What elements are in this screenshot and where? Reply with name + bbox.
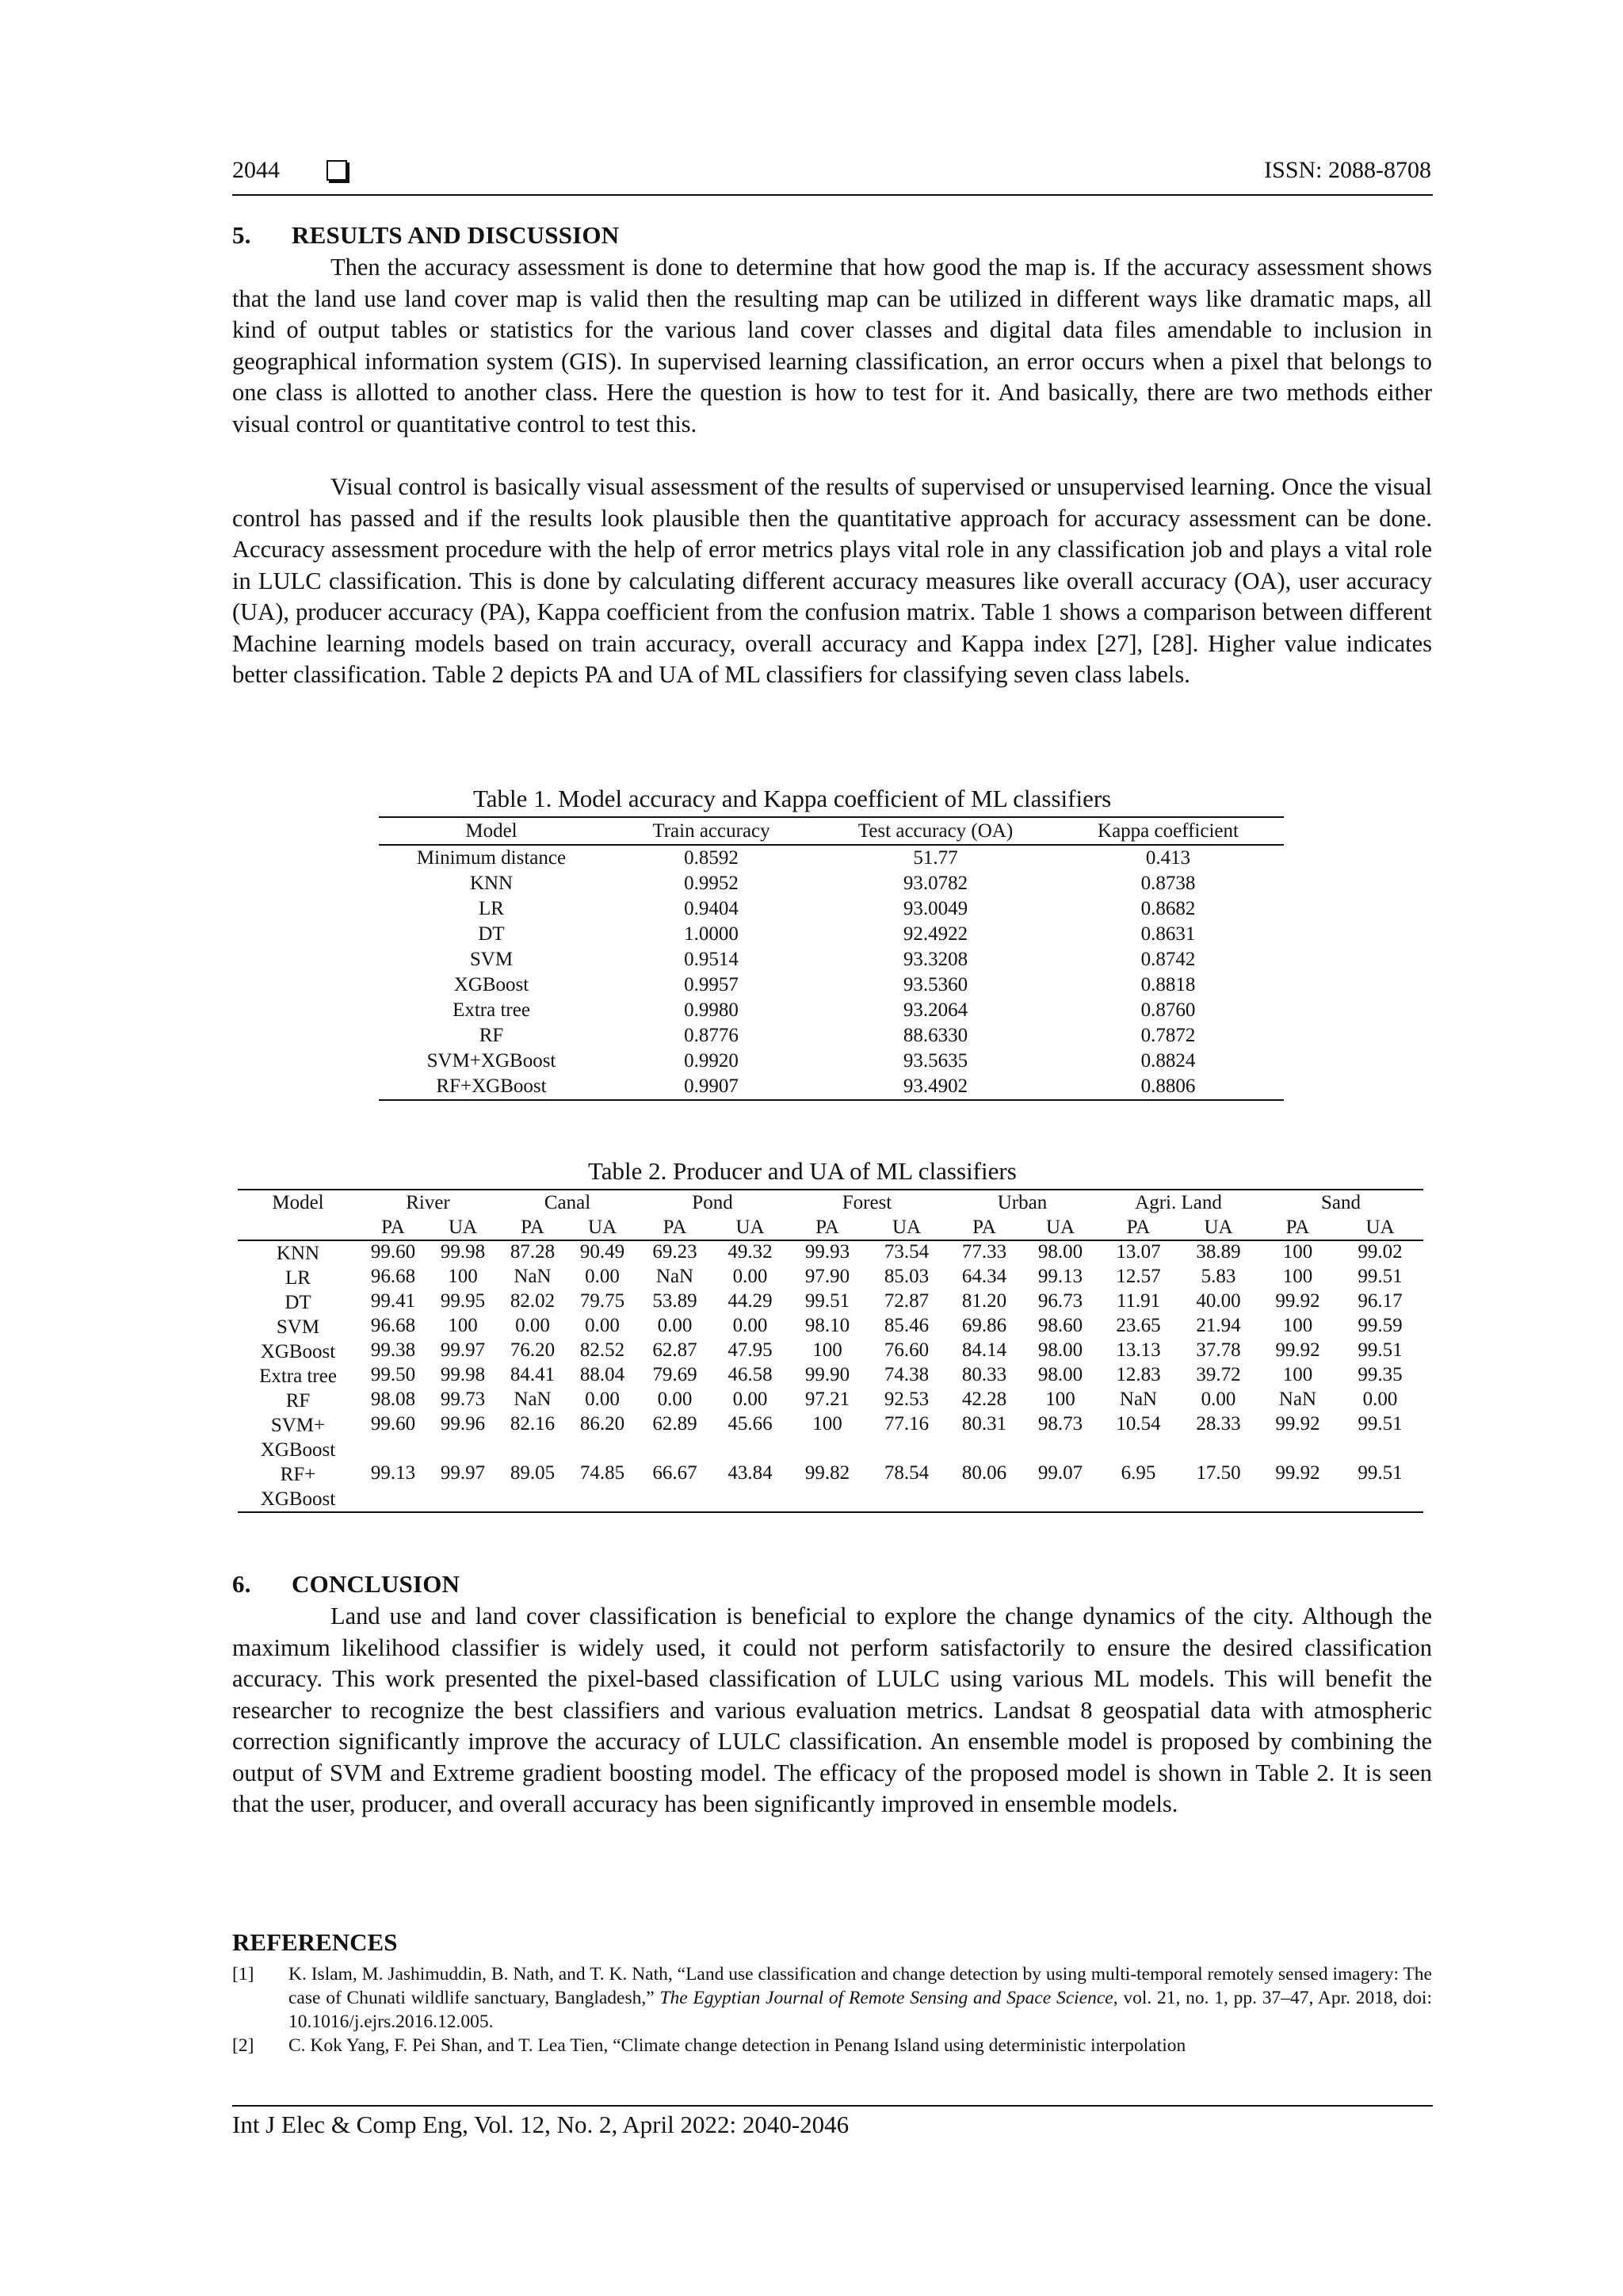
table-row bbox=[238, 1315, 1423, 1339]
table-cell: 87.28 bbox=[510, 1241, 556, 1263]
model-name-line: KNN bbox=[276, 1243, 320, 1264]
table-cell: 21.94 bbox=[1196, 1315, 1241, 1336]
table-row bbox=[238, 1413, 1423, 1462]
table-cell: 82.16 bbox=[510, 1413, 556, 1435]
table-cell: 46.58 bbox=[727, 1364, 773, 1385]
table-cell: 99.90 bbox=[804, 1364, 850, 1385]
table-cell: 0.00 bbox=[585, 1266, 620, 1287]
page-number: 2044 bbox=[232, 157, 280, 183]
table-cell: 80.31 bbox=[961, 1413, 1007, 1435]
model-name-cell bbox=[238, 1339, 358, 1364]
model-name-line: XGBoost bbox=[260, 1439, 336, 1461]
table-cell: 93.5635 bbox=[903, 1050, 968, 1072]
table-cell: 13.13 bbox=[1116, 1339, 1161, 1361]
table-row bbox=[379, 845, 1284, 871]
issn-label: ISSN: 2088-8708 bbox=[1264, 157, 1431, 183]
table-cell: 79.75 bbox=[579, 1290, 625, 1312]
table-cell: 99.93 bbox=[804, 1241, 850, 1263]
table-cell: 100 bbox=[1282, 1241, 1313, 1263]
table-cell: 0.8818 bbox=[1140, 974, 1196, 995]
table-cell: 100 bbox=[448, 1266, 478, 1287]
table-cell: 0.9514 bbox=[684, 949, 739, 970]
table-cell: 100 bbox=[1282, 1266, 1313, 1287]
column-header: Kappa coefficient bbox=[1052, 817, 1284, 845]
table-cell: 0.9980 bbox=[684, 999, 739, 1021]
table-cell: 98.08 bbox=[370, 1389, 416, 1410]
reference-number: [1] bbox=[232, 1964, 254, 1985]
table-cell: 99.13 bbox=[1037, 1266, 1083, 1287]
table-row bbox=[379, 1074, 1284, 1100]
table-cell: 99.02 bbox=[1358, 1241, 1403, 1263]
table-cell: 45.66 bbox=[727, 1413, 773, 1435]
table-cell: 77.33 bbox=[961, 1241, 1007, 1263]
class-header: River bbox=[358, 1190, 498, 1215]
class-header: Agri. Land bbox=[1098, 1190, 1258, 1215]
table-cell: 0.8824 bbox=[1140, 1050, 1196, 1072]
table-cell: 12.83 bbox=[1116, 1364, 1161, 1385]
table-cell: 0.8760 bbox=[1140, 999, 1196, 1021]
table-cell: 76.60 bbox=[884, 1339, 930, 1361]
section-6-heading bbox=[232, 1570, 460, 1599]
ua-header: UA bbox=[1178, 1215, 1258, 1240]
table-1-caption: Table 1. Model accuracy and Kappa coefficient of ML classifiers bbox=[473, 785, 1112, 812]
table-cell: 53.89 bbox=[652, 1290, 697, 1312]
table-cell: 93.0049 bbox=[903, 898, 968, 919]
table-cell: 0.00 bbox=[585, 1315, 620, 1336]
table-cell: 62.89 bbox=[652, 1413, 697, 1435]
table-cell: 80.33 bbox=[961, 1364, 1007, 1385]
table-2 bbox=[238, 1189, 1423, 1513]
table-cell: 10.54 bbox=[1116, 1413, 1161, 1435]
table-cell: 5.83 bbox=[1201, 1266, 1236, 1287]
table-cell: 86.20 bbox=[579, 1413, 625, 1435]
pa-header: PA bbox=[1098, 1215, 1178, 1240]
table-cell: 99.60 bbox=[370, 1413, 416, 1435]
table-cell: NaN bbox=[1119, 1389, 1158, 1410]
table-cell: 98.00 bbox=[1037, 1339, 1083, 1361]
table-cell: 69.86 bbox=[961, 1315, 1007, 1336]
table-row bbox=[379, 922, 1284, 947]
square-bullet-icon bbox=[327, 160, 347, 181]
results-paragraph-2: Visual control is basically visual assessment of the results of supervised or unsupervised learning. Once the visual control has passed and if the results look plausible then the quantitative approach for accuracy assessment can be done. Accuracy assessment procedure with the help of error metrics plays vital role in any classification job and plays a vital role in LULC classification. This is done by calculating different accuracy measures like overall accuracy (OA), user accuracy (UA), producer accuracy (PA), Kappa coefficient from the confusion matrix. Table 1 shows a comparison between different Machine learning models based on train accuracy, overall accuracy and Kappa index [27], [28]. Higher value indicates better classification. Table 2 depicts PA and UA of ML classifiers for classifying seven class labels. bbox=[232, 473, 1432, 688]
pa-header: PA bbox=[637, 1215, 712, 1240]
table-cell: 37.78 bbox=[1196, 1339, 1241, 1361]
table-cell: 93.2064 bbox=[903, 999, 968, 1021]
table-1-header-row bbox=[379, 817, 1284, 845]
table-cell: 0.8592 bbox=[684, 847, 739, 869]
table-cell: 100 bbox=[1282, 1315, 1313, 1336]
table-cell: 100 bbox=[812, 1413, 842, 1435]
table-cell: 90.49 bbox=[579, 1241, 625, 1263]
column-header: Test accuracy (OA) bbox=[819, 817, 1052, 845]
table-cell: 44.29 bbox=[727, 1290, 773, 1312]
table-cell: 0.00 bbox=[657, 1315, 693, 1336]
table-cell: 99.98 bbox=[440, 1241, 486, 1263]
table-2-class-header-row bbox=[238, 1190, 1423, 1215]
table-row bbox=[238, 1364, 1423, 1389]
model-name-cell: SVM bbox=[469, 949, 514, 970]
footer-citation: Int J Elec & Comp Eng, Vol. 12, No. 2, April 2022: 2040-2046 bbox=[232, 2111, 850, 2138]
table-cell: 99.41 bbox=[370, 1290, 416, 1312]
table-cell: 17.50 bbox=[1178, 1462, 1258, 1512]
ua-header: UA bbox=[1337, 1215, 1423, 1240]
table-cell: 99.92 bbox=[1275, 1339, 1320, 1361]
table-cell: 99.92 bbox=[1258, 1462, 1337, 1512]
model-name-cell bbox=[238, 1266, 358, 1290]
column-header: Model bbox=[379, 817, 604, 845]
table-cell: 0.00 bbox=[732, 1389, 768, 1410]
model-name-cell: DT bbox=[478, 923, 505, 945]
table-cell: 85.46 bbox=[884, 1315, 930, 1336]
section-title: RESULTS AND DISCUSSION bbox=[292, 221, 620, 249]
model-name-line: DT bbox=[285, 1292, 311, 1313]
table-cell: NaN bbox=[1278, 1389, 1317, 1410]
table-cell: 99.97 bbox=[428, 1462, 498, 1512]
model-name-cell: RF bbox=[479, 1025, 504, 1046]
table-cell: 1.0000 bbox=[684, 923, 739, 945]
table-cell: 98.00 bbox=[1037, 1241, 1083, 1263]
model-name-cell bbox=[238, 1240, 358, 1266]
table-row bbox=[379, 1023, 1284, 1049]
model-name-line: RF bbox=[285, 1390, 311, 1412]
table-cell: 98.00 bbox=[1037, 1364, 1083, 1385]
table-cell: 99.96 bbox=[440, 1413, 486, 1435]
table-cell: 85.03 bbox=[884, 1266, 930, 1287]
model-name-cell: KNN bbox=[469, 873, 514, 894]
table-cell: 99.95 bbox=[440, 1290, 486, 1312]
table-cell: 0.00 bbox=[1201, 1389, 1236, 1410]
model-name-cell: Extra tree bbox=[453, 999, 530, 1021]
model-name-cell bbox=[238, 1364, 358, 1389]
class-header: Sand bbox=[1258, 1190, 1423, 1215]
section-5-heading bbox=[232, 221, 619, 250]
model-name-cell: RF+XGBoost bbox=[379, 1074, 604, 1100]
table-row bbox=[379, 896, 1284, 922]
reference-item bbox=[232, 1962, 1432, 2034]
table-row bbox=[379, 947, 1284, 972]
model-name-cell: LR bbox=[479, 898, 504, 919]
ua-header: UA bbox=[867, 1215, 946, 1240]
table-cell: 99.50 bbox=[370, 1364, 416, 1385]
table-row bbox=[379, 871, 1284, 896]
table-cell: NaN bbox=[514, 1266, 552, 1287]
table-cell: 97.21 bbox=[804, 1389, 850, 1410]
table-cell: 99.51 bbox=[1358, 1266, 1403, 1287]
table-cell: 28.33 bbox=[1196, 1413, 1241, 1435]
table-cell: 42.28 bbox=[961, 1389, 1007, 1410]
table-cell: 100 bbox=[812, 1339, 842, 1361]
table-row bbox=[238, 1290, 1423, 1315]
table-cell: 0.00 bbox=[585, 1389, 620, 1410]
table-cell: 89.05 bbox=[498, 1462, 567, 1512]
class-header: Forest bbox=[788, 1190, 946, 1215]
table-cell: 11.91 bbox=[1116, 1290, 1161, 1312]
reference-item bbox=[232, 2034, 1432, 2057]
table-cell: 0.9952 bbox=[684, 873, 739, 894]
table-cell: 13.07 bbox=[1116, 1241, 1161, 1263]
table-cell: 0.8742 bbox=[1140, 949, 1196, 970]
table-row bbox=[238, 1266, 1423, 1290]
table-cell: 84.41 bbox=[510, 1364, 556, 1385]
table-cell: 100 bbox=[1282, 1364, 1313, 1385]
model-name-cell bbox=[238, 1290, 358, 1315]
section-title: CONCLUSION bbox=[292, 1570, 460, 1598]
table-cell: 92.53 bbox=[884, 1389, 930, 1410]
table-cell: 82.52 bbox=[579, 1339, 625, 1361]
column-header: Train accuracy bbox=[604, 817, 819, 845]
table-cell: 66.67 bbox=[637, 1462, 712, 1512]
table-cell: 100 bbox=[1045, 1389, 1075, 1410]
pa-header: PA bbox=[358, 1215, 428, 1240]
table-cell: 0.00 bbox=[732, 1266, 768, 1287]
model-name-cell: XGBoost bbox=[453, 974, 529, 995]
section-number: 6. bbox=[232, 1570, 251, 1598]
table-cell: 99.51 bbox=[804, 1290, 850, 1312]
table-cell: 74.38 bbox=[884, 1364, 930, 1385]
table-cell: 79.69 bbox=[652, 1364, 697, 1385]
table-cell: 0.7872 bbox=[1140, 1025, 1196, 1046]
table-cell: 82.02 bbox=[510, 1290, 556, 1312]
table-cell: 0.00 bbox=[515, 1315, 550, 1336]
table-cell: 99.59 bbox=[1358, 1315, 1403, 1336]
table-cell: 0.8806 bbox=[1052, 1074, 1284, 1100]
ua-header: UA bbox=[428, 1215, 498, 1240]
table-cell: NaN bbox=[514, 1389, 552, 1410]
model-name-line: RF+ bbox=[280, 1464, 316, 1485]
table-2-caption: Table 2. Producer and UA of ML classifiers bbox=[588, 1157, 1017, 1185]
pa-header: PA bbox=[498, 1215, 567, 1240]
table-cell: 92.4922 bbox=[903, 923, 968, 945]
table-1 bbox=[379, 816, 1284, 1101]
model-name-cell: Minimum distance bbox=[416, 847, 567, 869]
table-cell: 99.82 bbox=[788, 1462, 867, 1512]
table-cell: 39.72 bbox=[1196, 1364, 1241, 1385]
ua-header: UA bbox=[567, 1215, 637, 1240]
table-cell: 93.3208 bbox=[903, 949, 968, 970]
footer-rule bbox=[232, 2105, 1433, 2107]
table-cell: 99.60 bbox=[370, 1241, 416, 1263]
table-cell: 69.23 bbox=[652, 1241, 697, 1263]
table-cell: 99.97 bbox=[440, 1339, 486, 1361]
table-cell: 0.9907 bbox=[604, 1074, 819, 1100]
model-name-cell bbox=[238, 1413, 358, 1462]
conclusion-paragraph: Land use and land cover classification is beneficial to explore the change dynamics of the city. Although the maximum likelihood classifier is widely used, it could not perform satisfactorily to ensure the desired classification accuracy. This work presented the pixel-based classification of LULC using various ML models. This will benefit the researcher to recognize the best classifiers and various evaluation metrics. Landsat 8 geospatial data with atmospheric correction significantly improve the accuracy of LULC classification. An ensemble model is proposed by combining the output of SVM and Extreme gradient boosting model. The efficacy of the proposed model is shown in Table 2. It is seen that the user, producer, and overall accuracy has been significantly improved in ensemble models. bbox=[232, 1603, 1432, 1817]
table-row bbox=[238, 1240, 1423, 1266]
table-cell: 72.87 bbox=[884, 1290, 930, 1312]
class-header: Urban bbox=[946, 1190, 1098, 1215]
table-cell: 99.07 bbox=[1022, 1462, 1098, 1512]
table-cell: 93.4902 bbox=[819, 1074, 1052, 1100]
table-cell: 78.54 bbox=[867, 1462, 946, 1512]
pa-header: PA bbox=[1258, 1215, 1337, 1240]
table-cell: 80.06 bbox=[946, 1462, 1022, 1512]
table-cell: 88.6330 bbox=[903, 1025, 968, 1046]
table-cell: 96.17 bbox=[1358, 1290, 1403, 1312]
table-cell: 93.0782 bbox=[903, 873, 968, 894]
table-cell: 40.00 bbox=[1196, 1290, 1241, 1312]
table-row bbox=[238, 1339, 1423, 1364]
model-name-line: LR bbox=[285, 1267, 311, 1289]
table-cell: 0.8738 bbox=[1140, 873, 1196, 894]
table-cell: 97.90 bbox=[804, 1266, 850, 1287]
table-row bbox=[379, 998, 1284, 1023]
table-cell: 99.51 bbox=[1358, 1413, 1403, 1435]
model-name-line: XGBoost bbox=[260, 1488, 336, 1510]
model-name-cell bbox=[238, 1389, 358, 1413]
reference-text: K. Islam, M. Jashimuddin, B. Nath, and T. K. Nath, “Land use classification and change detection by using multi-temporal remotely sensed imagery: The case of Chunati wildlife sanctuary, Bangladesh,” The Egyptian Journal of Remote Sensing and Space Science, vol. 21, no. 1, pp. 37–47, Apr. 2018, doi: 10.1016/j.ejrs.2016.12.005. bbox=[288, 1964, 1432, 2032]
model-name-cell: SVM+XGBoost bbox=[426, 1050, 556, 1072]
model-name-cell bbox=[238, 1462, 358, 1512]
table-cell: 88.04 bbox=[579, 1364, 625, 1385]
table-cell: 0.00 bbox=[732, 1315, 768, 1336]
table-cell: 99.92 bbox=[1275, 1290, 1320, 1312]
table-row bbox=[379, 1049, 1284, 1074]
table-cell: 99.73 bbox=[440, 1389, 486, 1410]
table-row bbox=[238, 1462, 1423, 1512]
table-cell: 0.9404 bbox=[684, 898, 739, 919]
section-number: 5. bbox=[232, 221, 251, 249]
header-rule bbox=[232, 194, 1433, 196]
model-name-line: SVM+ bbox=[270, 1415, 326, 1436]
ua-header: UA bbox=[1022, 1215, 1098, 1240]
model-name-line: Extra tree bbox=[259, 1366, 337, 1387]
references-heading: REFERENCES bbox=[232, 1928, 398, 1956]
table-cell: 99.35 bbox=[1358, 1364, 1403, 1385]
reference-text: C. Kok Yang, F. Pei Shan, and T. Lea Tien, “Climate change detection in Penang Island using deterministic interpolation bbox=[288, 2035, 1186, 2056]
table-cell: 0.9957 bbox=[684, 974, 739, 995]
table-cell: 99.51 bbox=[1358, 1339, 1403, 1361]
table-cell: 100 bbox=[448, 1315, 478, 1336]
journal-title: The Egyptian Journal of Remote Sensing and Space Science bbox=[659, 1988, 1113, 2008]
table-cell: 84.14 bbox=[961, 1339, 1007, 1361]
table-2-metric-header-row bbox=[238, 1215, 1423, 1240]
table-cell: 98.60 bbox=[1037, 1315, 1083, 1336]
table-cell: 0.00 bbox=[657, 1389, 693, 1410]
table-cell: 23.65 bbox=[1116, 1315, 1161, 1336]
table-cell: 74.85 bbox=[567, 1462, 637, 1512]
table-cell: 0.9920 bbox=[684, 1050, 739, 1072]
table-cell: 77.16 bbox=[884, 1413, 930, 1435]
model-name-line: SVM bbox=[276, 1316, 320, 1338]
table-cell: 96.73 bbox=[1037, 1290, 1083, 1312]
table-cell: 99.98 bbox=[440, 1364, 486, 1385]
table-cell: 96.68 bbox=[370, 1266, 416, 1287]
table-cell: 81.20 bbox=[961, 1290, 1007, 1312]
model-name-cell bbox=[238, 1315, 358, 1339]
class-header: Pond bbox=[637, 1190, 788, 1215]
table-cell: 0.413 bbox=[1145, 847, 1191, 869]
table-cell: 99.13 bbox=[358, 1462, 428, 1512]
column-header: Model bbox=[238, 1190, 358, 1215]
table-cell: 49.32 bbox=[727, 1241, 773, 1263]
table-cell: 76.20 bbox=[510, 1339, 556, 1361]
class-header: Canal bbox=[498, 1190, 637, 1215]
table-cell: 93.5360 bbox=[903, 974, 968, 995]
table-cell: 43.84 bbox=[712, 1462, 788, 1512]
table-cell: 99.51 bbox=[1337, 1462, 1423, 1512]
table-row bbox=[238, 1389, 1423, 1413]
table-row bbox=[379, 972, 1284, 998]
column-header bbox=[238, 1215, 358, 1240]
table-cell: 0.00 bbox=[1362, 1389, 1398, 1410]
ua-header: UA bbox=[712, 1215, 788, 1240]
table-cell: 96.68 bbox=[370, 1315, 416, 1336]
table-cell: 98.10 bbox=[804, 1315, 850, 1336]
table-cell: 38.89 bbox=[1196, 1241, 1241, 1263]
table-cell: NaN bbox=[655, 1266, 694, 1287]
model-name-line: XGBoost bbox=[260, 1341, 336, 1362]
table-cell: 47.95 bbox=[727, 1339, 773, 1361]
table-cell: 99.38 bbox=[370, 1339, 416, 1361]
results-paragraph-1: Then the accuracy assessment is done to determine that how good the map is. If the accuracy assessment shows that the land use land cover map is valid then the resulting map can be utilized in different ways like dramatic maps, all kind of output tables or statistics for the various land cover classes and digital data files amendable to inclusion in geographical information system (GIS). In supervised learning classification, an error occurs when a pixel that belongs to one class is allotted to another class. Here the question is how to test for it. And basically, there are two methods either visual control or quantitative control to test this. bbox=[232, 254, 1432, 437]
table-cell: 0.8631 bbox=[1140, 923, 1196, 945]
reference-number: [2] bbox=[232, 2035, 254, 2056]
table-cell: 51.77 bbox=[913, 847, 958, 869]
table-cell: 12.57 bbox=[1116, 1266, 1161, 1287]
table-cell: 99.92 bbox=[1275, 1413, 1320, 1435]
table-cell: 98.73 bbox=[1037, 1413, 1083, 1435]
table-cell: 0.8776 bbox=[684, 1025, 739, 1046]
pa-header: PA bbox=[946, 1215, 1022, 1240]
pa-header: PA bbox=[788, 1215, 867, 1240]
table-cell: 64.34 bbox=[961, 1266, 1007, 1287]
table-cell: 0.8682 bbox=[1140, 898, 1196, 919]
table-cell: 73.54 bbox=[884, 1241, 930, 1263]
table-cell: 6.95 bbox=[1098, 1462, 1178, 1512]
table-cell: 62.87 bbox=[652, 1339, 697, 1361]
